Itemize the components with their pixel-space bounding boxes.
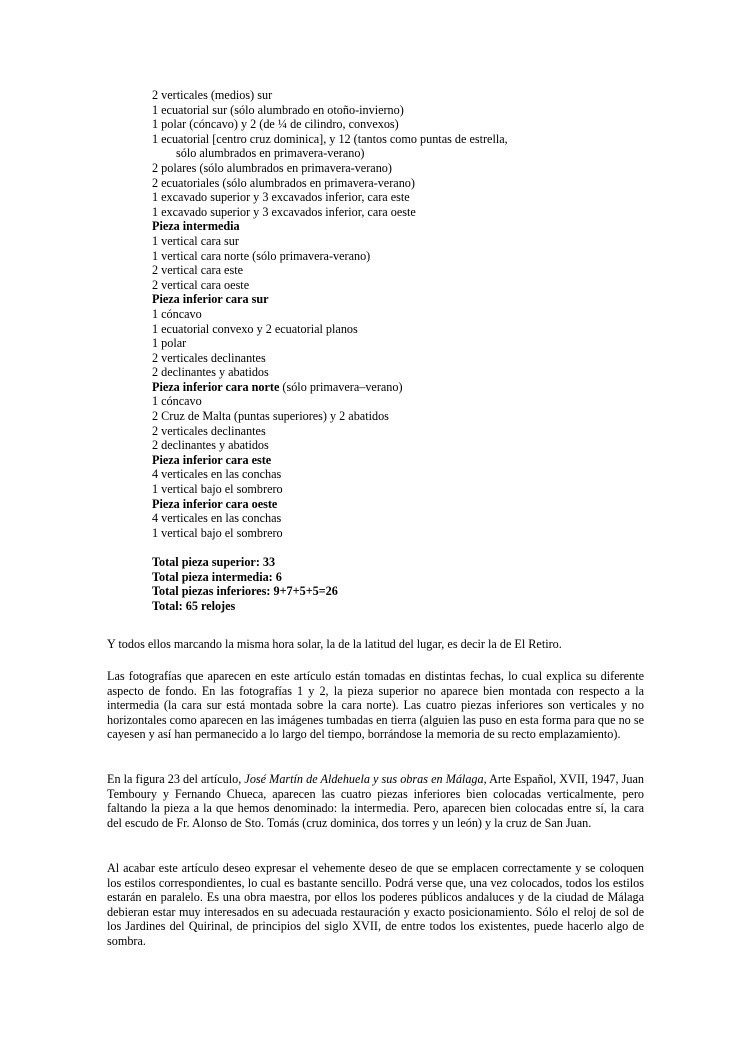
list-item: 1 vertical bajo el sombrero	[152, 482, 283, 497]
total-line: Total pieza intermedia: 6	[152, 569, 282, 584]
paragraph-figure-23	[107, 772, 644, 830]
section-heading-title: Pieza inferior cara norte	[152, 379, 280, 394]
list-item: 1 excavado superior y 3 excavados inferior, cara este	[152, 190, 410, 205]
list-item: 1 cóncavo	[152, 306, 202, 321]
list-item: 2 verticales declinantes	[152, 423, 266, 438]
article-title: José Martín de Aldehuela y sus obras en Málaga,	[244, 772, 487, 786]
section-heading-title: Pieza inferior cara este	[152, 452, 272, 467]
paragraph-figure-23-intro: En la figura 23 del artículo,	[107, 772, 245, 786]
section-heading-title: Pieza inferior cara sur	[152, 292, 269, 307]
section-heading	[152, 219, 632, 234]
list-item: 4 verticales en las conchas	[152, 511, 282, 526]
list-item: 1 vertical bajo el sombrero	[152, 525, 283, 540]
list-item: 1 ecuatorial convexo y 2 ecuatorial planos	[152, 321, 358, 336]
list-item: 2 verticales declinantes	[152, 350, 266, 365]
total-line: Total pieza superior: 33	[152, 555, 276, 569]
total-line: Total piezas inferiores: 9+7+5+5=26	[152, 584, 338, 599]
section-heading-title: Pieza inferior cara oeste	[152, 496, 278, 511]
paragraph-figure-23-body: Arte Español, XVII, 1947, Juan Temboury y Fernando Chueca, aparecen las cuatro piezas inferiores bien colocadas verticalmente, pero faltando la pieza a la que hemos denominado: la intermedia. Pero, aparecen bien colocadas entre sí, la cara del escudo de Fr. Alonso de Sto. Tomás (cruz dominica, dos torres y un león) y la cruz de San Juan.	[107, 772, 644, 830]
upper-piece-list	[152, 88, 632, 219]
section-heading	[152, 497, 632, 512]
piece-sections	[152, 219, 632, 540]
list-item: 1 ecuatorial [centro cruz dominica], y 12 (tantos como puntas de estrella,	[152, 131, 508, 146]
list-item: 1 vertical cara sur	[152, 233, 239, 248]
list-item: 1 polar	[152, 336, 187, 351]
list-item: 1 cóncavo	[152, 394, 202, 409]
sundial-inventory-list	[152, 88, 632, 613]
paragraph-photographs: Las fotografías que aparecen en este artículo están tomadas en distintas fechas, lo cual explica su diferente aspecto de fondo. En las fotografías 1 y 2, la pieza superior no aparece bien montada con respecto a la intermedia (la cara sur está montada sobre la cara norte). Las cuatro piezas inferiores son verticales y no horizontales como aparecen en las imágenes tumbadas en tierra (alguien las puso en esta forma para que no se cayesen y así han permanecido a lo largo del tiempo, borrándose la memoria de su recto emplazamiento).	[107, 669, 644, 741]
list-item: 2 vertical cara este	[152, 263, 244, 278]
section-heading	[152, 292, 632, 307]
list-item: 2 declinantes y abatidos	[152, 438, 269, 453]
list-item: 1 vertical cara norte (sólo primavera-verano)	[152, 248, 371, 263]
section-heading-note: (sólo primavera–verano)	[279, 379, 403, 394]
list-item: 1 ecuatorial sur (sólo alumbrado en otoño-invierno)	[152, 102, 404, 117]
list-item: 4 verticales en las conchas	[152, 467, 282, 482]
list-item: 2 vertical cara oeste	[152, 277, 250, 292]
list-item: 2 declinantes y abatidos	[152, 365, 269, 380]
paragraph-conclusion: Al acabar este artículo deseo expresar el vehemente deseo de que se emplacen correctamente y se coloquen los estilos correspondientes, lo cual es bastante sencillo. Podrá verse que, una vez colocados, todos los estilos estarán en paralelo. Es una obra maestra, por ellos los poderes públicos andaluces y de la ciudad de Málaga debieran estar muy interesados en su adecuada restauración y exacto posicionamiento. Sólo el reloj de sol de los Jardines del Quirinal, de principios del siglo XVII, de entre todos los existentes, puede hacerlo algo de sombra.	[107, 861, 644, 948]
section-heading	[152, 380, 632, 395]
list-item: 1 excavado superior y 3 excavados inferior, cara oeste	[152, 204, 416, 219]
paragraph-solar-time: Y todos ellos marcando la misma hora solar, la de la latitud del lugar, es decir la de El Retiro.	[107, 637, 562, 651]
totals-block	[152, 555, 632, 613]
list-item: sólo alumbrados en primavera-verano)	[176, 146, 365, 161]
section-heading	[152, 453, 632, 468]
spacer	[152, 540, 632, 555]
list-item: 2 ecuatoriales (sólo alumbrados en primavera-verano)	[152, 175, 415, 190]
total-line: Total: 65 relojes	[152, 598, 236, 613]
list-item: 2 polares (sólo alumbrados en primavera-verano)	[152, 160, 392, 175]
section-heading-title: Pieza intermedia	[152, 219, 240, 234]
list-item: 2 Cruz de Malta (puntas superiores) y 2 abatidos	[152, 409, 389, 424]
list-item: 2 verticales (medios) sur	[152, 88, 273, 102]
list-item: 1 polar (cóncavo) y 2 (de ¼ de cilindro, convexos)	[152, 117, 399, 132]
